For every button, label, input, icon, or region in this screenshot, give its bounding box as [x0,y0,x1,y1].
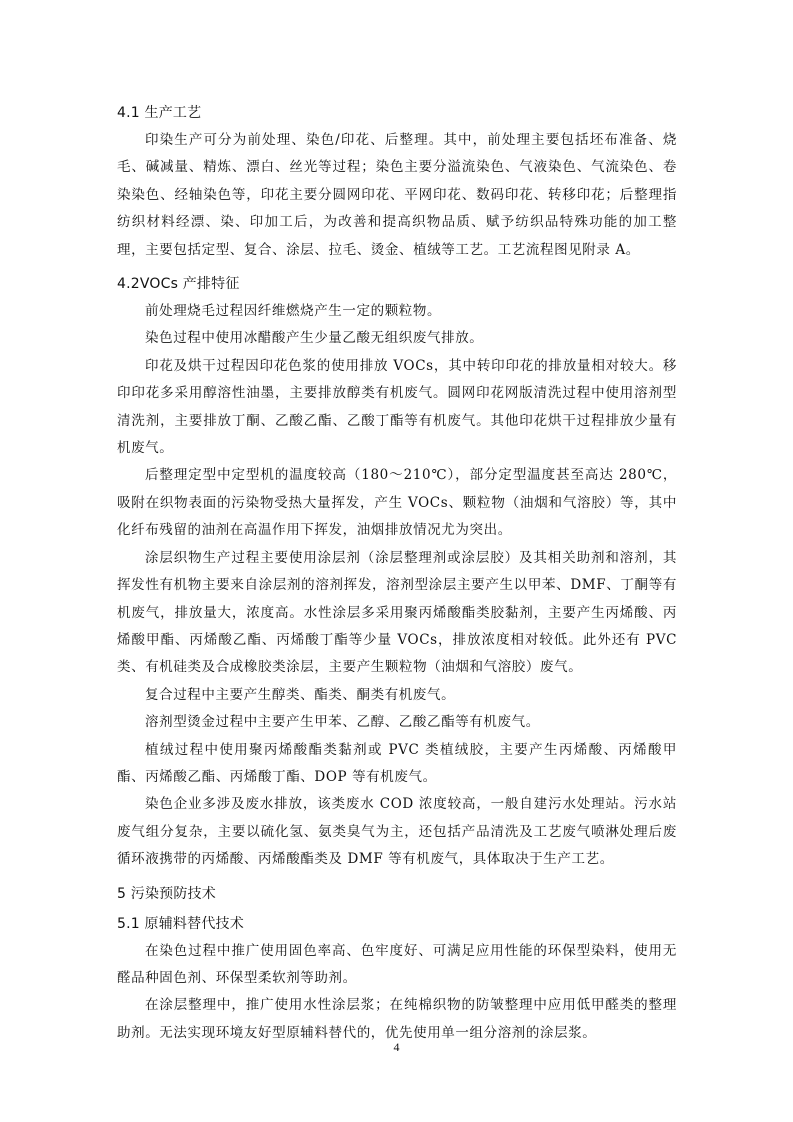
paragraph: 在涂层整理中，推广使用水性涂层浆；在纯棉织物的防皱整理中应用低甲醛类的整理助剂。无法实现环境友好型原辅料替代的，优先使用单一组分溶剂的涂层浆。 [117,997,677,1041]
paragraph: 植绒过程中使用聚丙烯酸酯类黏剂或 PVC 类植绒胶，主要产生丙烯酸、丙烯酸甲酯、丙烯酸乙酯、丙烯酸丁酯、DOP 等有机废气。 [117,741,677,785]
section-heading-5-1: 5.1 原辅料替代技术 [117,915,244,932]
paragraph: 在染色过程中推广使用固色率高、色牢度好、可满足应用性能的环保型染料，使用无醛品种固色剂、环保型柔软剂等助剂。 [117,942,677,986]
page-content [117,103,677,1047]
paragraph: 染色企业多涉及废水排放，该类废水 COD 浓度较高，一般自建污水处理站。污水站废气组分复杂，主要以硫化氢、氨类臭气为主，还包括产品清洗及工艺废气喷淋处理后废循环液携带的丙烯酸、丙烯酸酯类及 DMF 等有机废气，具体取决于生产工艺。 [117,796,677,868]
paragraph: 前处理烧毛过程因纤维燃烧产生一定的颗粒物。 [145,303,442,320]
paragraph: 涂层织物生产过程主要使用涂层剂（涂层整理剂或涂层胶）及其相关助剂和溶剂，其挥发性有机物主要来自涂层剂的溶剂挥发，溶剂型涂层主要产生以甲苯、DMF、丁酮等有机废气，排放量大，浓度高。水性涂层多采用聚丙烯酸酯类胶黏剂，主要产生丙烯酸、丙烯酸甲酯、丙烯酸乙酯、丙烯酸丁酯等少量 VOCs，排放浓度相对较低。此外还有 PVC 类、有机硅类及合成橡胶类涂层，主要产生颗粒物（油烟和气溶胶）废气。 [117,549,677,676]
paragraph: 印染生产可分为前处理、染色/印花、后整理。其中，前处理主要包括坯布准备、烧毛、碱减量、精炼、漂白、丝光等过程；染色主要分溢流染色、气液染色、气流染色、卷染染色、经轴染色等，印花主要分圆网印花、平网印花、数码印花、转移印花；后整理指纺织材料经漂、染、印加工后，为改善和提高织物品质、赋予纺织品特殊功能的加工整理，主要包括定型、复合、涂层、拉毛、烫金、植绒等工艺。工艺流程图见附录 A。 [117,132,677,258]
paragraph: 印花及烘干过程因印花色浆的使用排放 VOCs，其中转印印花的排放量相对较大。移印印花多采用醇溶性油墨，主要排放醇类有机废气。圆网印花网版清洗过程中使用溶剂型清洗剂，主要排放丁酮、乙酸乙酯、乙酸丁酯等有机废气。其他印花烘干过程排放少量有机废气。 [117,357,677,457]
section-heading-5: 5 污染预防技术 [117,885,216,902]
paragraph: 溶剂型烫金过程中主要产生甲苯、乙醇、乙酸乙酯等有机废气。 [145,714,540,731]
paragraph: 复合过程中主要产生醇类、酯类、酮类有机废气。 [145,686,456,703]
section-heading-4-1: 4.1 生产工艺 [117,105,202,121]
section-heading-4-2: 4.2VOCs 产排特征 [117,276,240,293]
paragraph: 后整理定型中定型机的温度较高（180～210℃），部分定型温度甚至高达 280℃，吸附在织物表面的污染物受热大量挥发，产生 VOCs、颗粒物（油烟和气溶胶）等，其中化纤布残留的油剂在高温作用下挥发，油烟排放情况尤为突出。 [117,467,677,539]
page-number: 4 [393,1040,400,1054]
paragraph: 染色过程中使用冰醋酸产生少量乙酸无组织废气排放。 [145,330,484,347]
